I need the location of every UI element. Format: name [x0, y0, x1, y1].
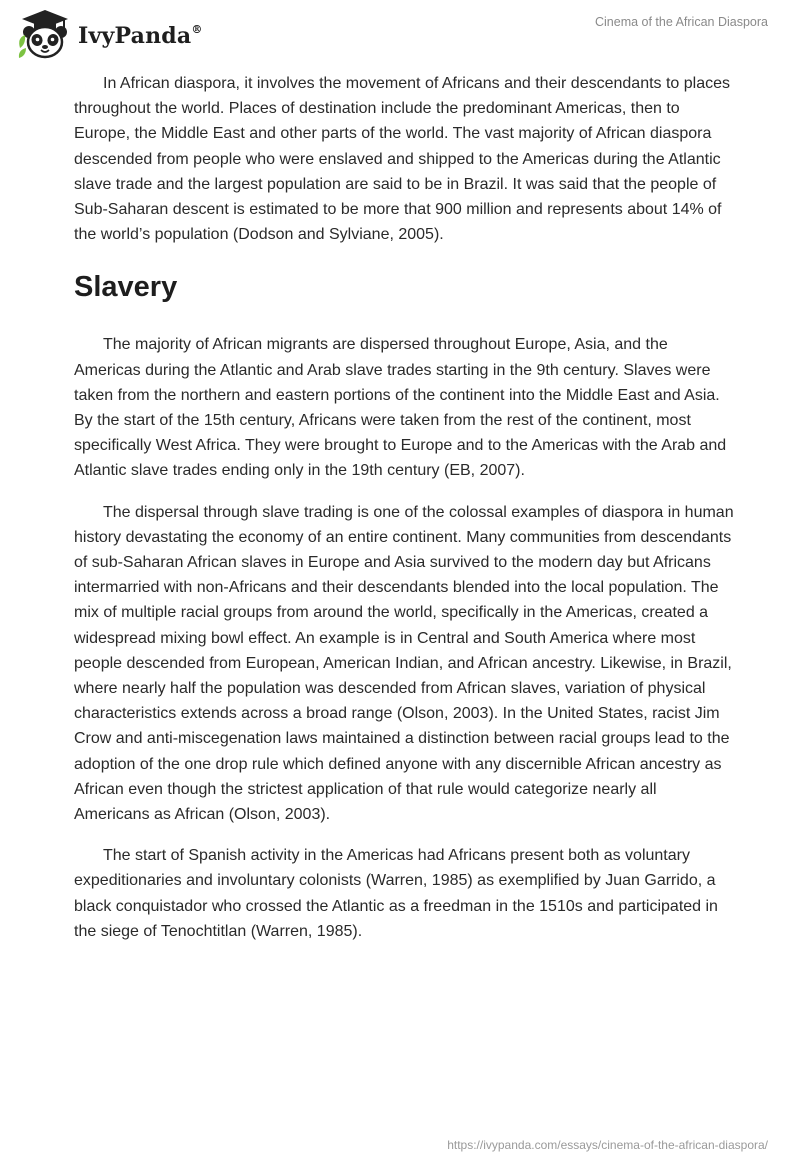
section-heading: Slavery — [74, 271, 178, 304]
body-paragraph: The start of Spanish activity in the Americas had Africans present both as voluntary expeditionaries and involuntary colonists (Warren, 1985) as exemplified by Juan Garrido, a black conquistador who crossed the Atlantic as a freedman in the 1510s and participated in the siege of Tenochtitlan (Warren, 1985). — [74, 847, 718, 940]
page-header — [0, 0, 800, 70]
intro-paragraph: In African diaspora, it involves the movement of Africans and their descendants to places throughout the world. Places of destination include the predominant Americas, then to Europe, the Middle East and other parts of the world. The vast majority of African diaspora descended from people who were enslaved and shipped to the Americas during the Atlantic slave trade and the largest population are said to be in Brazil. It was said that the people of Sub-Saharan descent is estimated to be more that 900 million and represents about 14% of the world’s population (Dodson and Sylviane, 2005). — [74, 75, 731, 244]
body-paragraph: The dispersal through slave trading is one of the colossal examples of diaspora in human history devastating the economy of an entire continent. Many communities from descendants of sub-Saharan African slaves in Europe and Asia survived to the modern day but Africans intermarried with non-Africans and their descendants blended into the local population. The mix of multiple racial groups from around the world, specifically in the Americas, created a widespread mixing bowl effect. An example is in Central and South America where most people descended from European, American Indian, and African ancestry. Likewise, in Brazil, where nearly half the population was descended from African slaves, variation of physical characteristics extends across a broad range (Olson, 2003). In the United States, racist Jim Crow and anti-miscegenation laws maintained a distinction between racial groups lead to the adoption of the one drop rule which defined anyone with any discernible African ancestry as African even though the strictest application of that rule would categorize nearly all Americans as African (Olson, 2003). — [74, 503, 734, 824]
essay-body — [74, 70, 734, 944]
panda-graduate-icon — [16, 8, 74, 62]
body-paragraph: The majority of African migrants are dispersed throughout Europe, Asia, and the Americas during the Atlantic and Arab slave trades starting in the 9th century. Slaves were taken from the northern and eastern portions of the continent into the Middle East and Asia. By the start of the 15th century, Africans were taken from the rest of the continent, most specifically West Africa. They were brought to Europe and to the Americas with the Arab and Atlantic slave trades ending only in the 19th century (EB, 2007). — [74, 336, 727, 480]
ivypanda-logo[interactable] — [16, 8, 203, 62]
document-title: Cinema of the African Diaspora — [594, 15, 768, 29]
source-url-link[interactable]: https://ivypanda.com/essays/cinema-of-the-african-diaspora/ — [447, 1138, 768, 1152]
brand-name: IvyPanda® — [78, 22, 203, 49]
